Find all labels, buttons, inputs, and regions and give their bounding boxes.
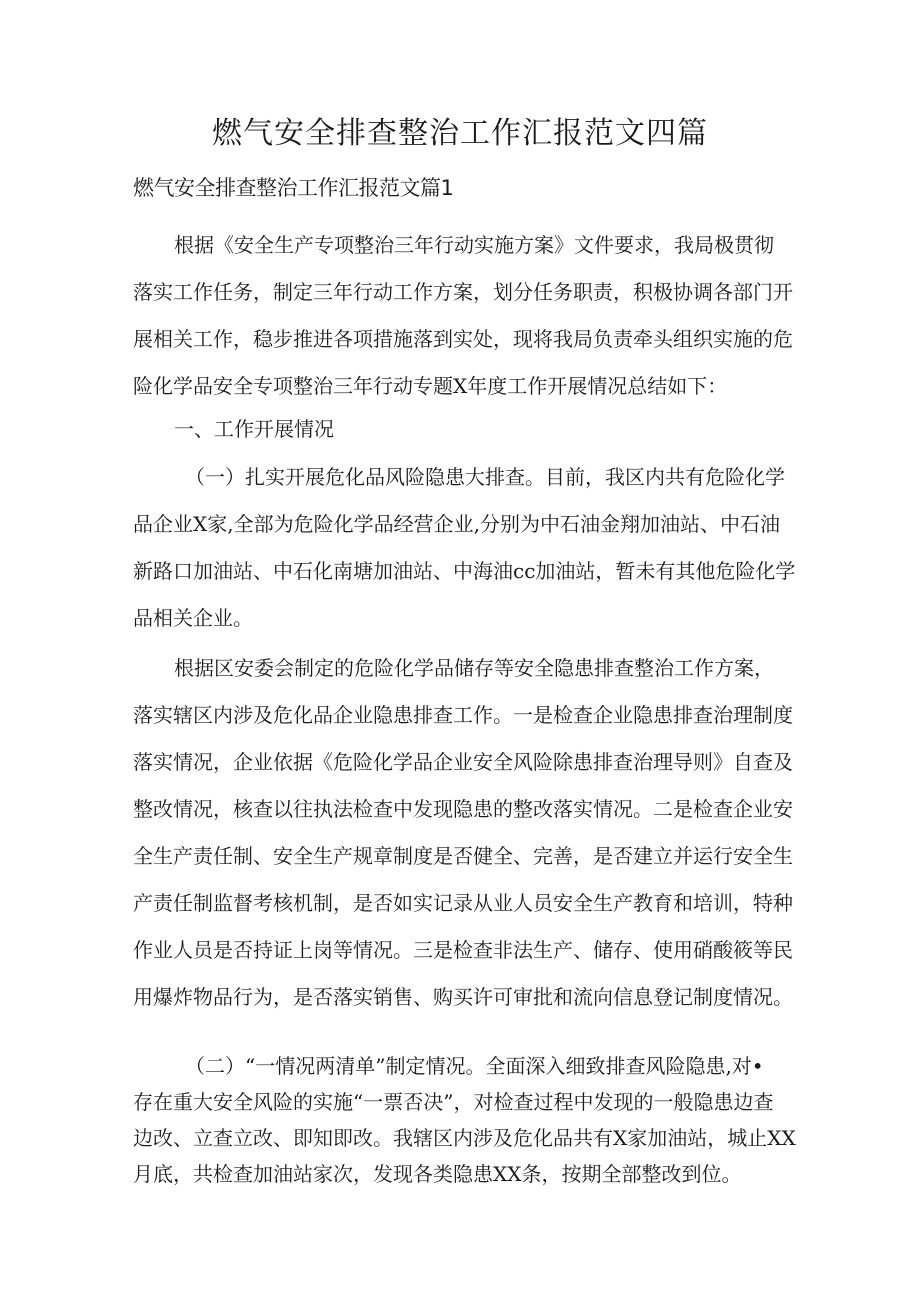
paragraph-line: 展相关工作，稳步推进各项措施落到实处，现将我局负责牵头组织实施的危 <box>133 327 793 351</box>
paragraph-line: 产责任制监督考核机制，是否如实记录从业人员安全生产教育和培训，特种 <box>133 891 793 915</box>
paragraph-line: 落实辖区内涉及危化品企业隐患排查工作。一是检查企业隐患排查治理制度 <box>133 703 793 727</box>
paragraph-line: 全生产责任制、安全生产规章制度是否健全、完善，是否建立并运行安全生 <box>133 844 793 868</box>
paragraph-line: 边改、立查立改、即知即改。我辖区内涉及危化品共有X家加油站，城止XX <box>133 1126 796 1150</box>
paragraph-line: 险化学品安全专项整治三年行动专题X年度工作开展情况总结如下： <box>133 374 728 398</box>
paragraph-item-one <box>133 454 796 642</box>
paragraph-line: （一）扎实开展危化品风险隐患大排查。目前，我区内共有危险化学 <box>185 465 785 489</box>
subheading-line: 一、工作开展情况 <box>174 417 334 441</box>
paragraph-inspection <box>133 645 793 1021</box>
paragraph-line: 月底，共检查加油站家次，发现各类隐患XX条，按期全部整改到位。 <box>133 1162 742 1186</box>
paragraph-line: 落实工作任务，制定三年行动工作方案，划分任务职责，积极协调各部门开 <box>133 280 793 304</box>
paragraph-line: 品企业X家,全部为危险化学品经营企业,分别为中石油金翔加油站、中石油 <box>133 512 780 536</box>
document-title: 燃气安全排查整治工作汇报范文四篇 <box>212 116 708 151</box>
paragraph-line: 新路口加油站、中石化南塘加油站、中海油cc加油站，暂未有其他危险化学 <box>133 559 796 583</box>
subheading-work-status <box>133 406 793 453</box>
paragraph-line: 用爆炸物品行为，是否落实销售、购买许可审批和流向信息登记制度情况。 <box>133 985 793 1009</box>
section-heading: 燃气安全排查整治工作汇报范文篇1 <box>133 176 454 200</box>
paragraph-intro <box>133 222 793 410</box>
paragraph-line: （二）“一情况两清单”制定情况。全面深入细致排查风险隐患,对• <box>185 1054 764 1078</box>
paragraph-line: 根据区安委会制定的危险化学品储存等安全隐患排查整治工作方案， <box>174 656 774 680</box>
paragraph-line: 落实情况，企业依据《危险化学品企业安全风险除患排查治理导则》自查及 <box>133 750 793 774</box>
paragraph-line: 根据《安全生产专项整治三年行动实施方案》文件要求，我局极贯彻 <box>174 233 774 257</box>
paragraph-line: 存在重大安全风险的实施“一票否决”，对检查过程中发现的一般隐患边查 <box>133 1090 774 1114</box>
paragraph-line: 品相关企业。 <box>133 606 253 630</box>
paragraph-item-two <box>133 1048 796 1192</box>
paragraph-line: 作业人员是否持证上岗等情况。三是检查非法生产、储存、使用硝酸筱等民 <box>133 938 793 962</box>
paragraph-line: 整改情况，核查以往执法检查中发现隐患的整改落实情况。二是检查企业安 <box>133 797 793 821</box>
